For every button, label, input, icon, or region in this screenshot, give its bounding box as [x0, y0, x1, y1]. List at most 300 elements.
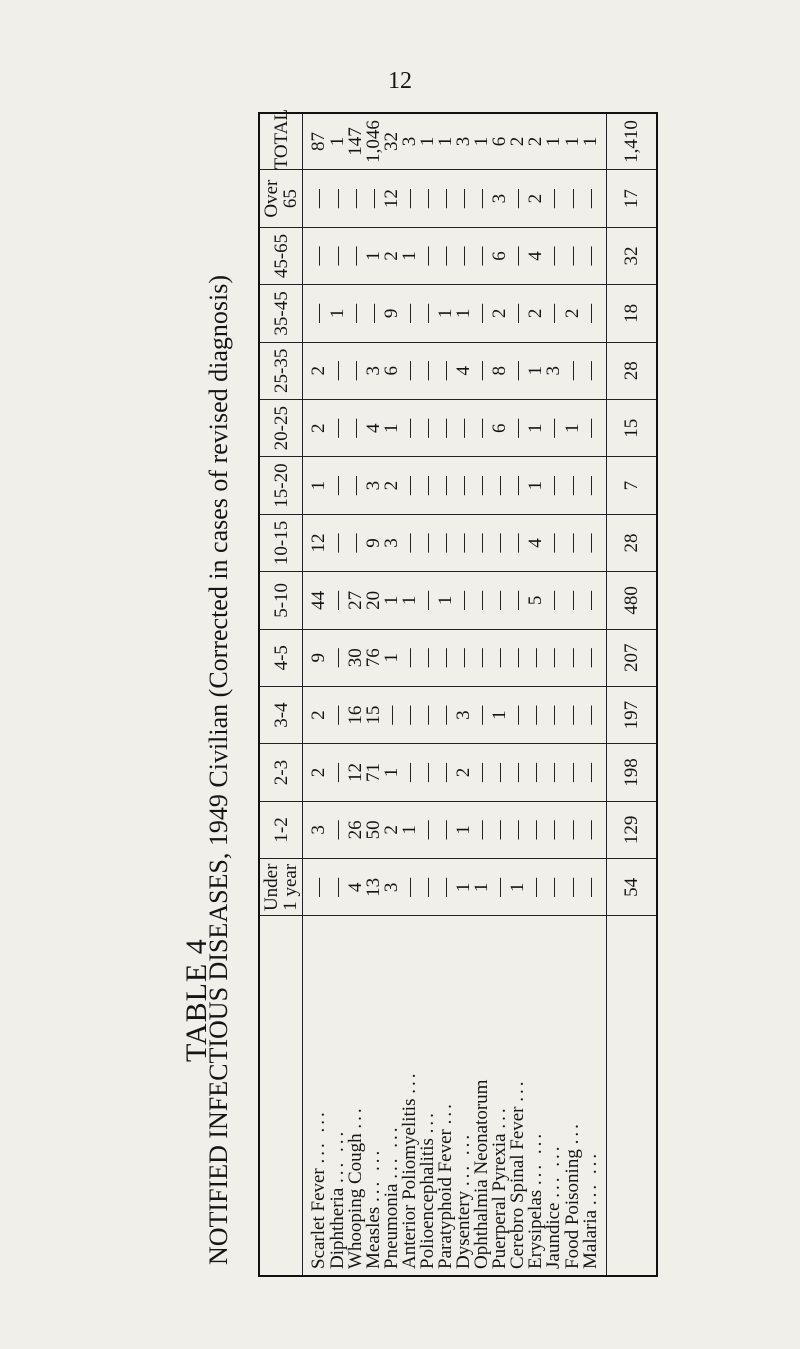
header-1-2: 1-2 — [259, 801, 303, 858]
table-row — [383, 113, 401, 1276]
value-cell: 76 — [364, 629, 382, 686]
value-cell: — — [419, 399, 437, 456]
disease-cell — [328, 916, 346, 1276]
value-cell: — — [527, 801, 545, 858]
value-cell: — — [473, 399, 491, 456]
value-cell: — — [419, 170, 437, 227]
value-cell: — — [563, 744, 581, 801]
value-cell: — — [509, 686, 527, 743]
value-cell: — — [563, 514, 581, 571]
value-cell: — — [545, 457, 563, 514]
value-cell: — — [509, 744, 527, 801]
value-cell: 44 — [303, 572, 329, 629]
value-cell: 2 — [509, 113, 527, 170]
total-cell: 17 — [607, 170, 657, 227]
disease-name: Polioencephalitis — [417, 1138, 439, 1269]
value-cell: 2 — [303, 744, 329, 801]
value-cell: — — [419, 285, 437, 342]
value-cell: 3 — [383, 859, 401, 916]
value-cell: — — [419, 514, 437, 571]
value-cell: — — [563, 572, 581, 629]
value-cell: 2 — [527, 170, 545, 227]
value-cell: — — [545, 285, 563, 342]
value-cell: — — [437, 629, 455, 686]
value-cell: — — [581, 457, 607, 514]
total-cell: 1,410 — [607, 113, 657, 170]
value-cell: — — [455, 227, 473, 284]
value-cell: — — [303, 285, 329, 342]
table-row — [545, 113, 563, 1276]
value-cell: 4 — [346, 859, 364, 916]
value-cell: — — [419, 629, 437, 686]
disease-cell — [491, 916, 509, 1276]
value-cell: — — [419, 744, 437, 801]
table-row — [509, 113, 527, 1276]
value-cell: — — [419, 801, 437, 858]
value-cell: 1 — [455, 801, 473, 858]
value-cell: 1 — [437, 572, 455, 629]
value-cell: — — [473, 170, 491, 227]
value-cell: 20 — [364, 572, 382, 629]
value-cell: — — [303, 227, 329, 284]
value-cell: — — [328, 342, 346, 399]
value-cell: — — [581, 686, 607, 743]
disease-name: Diphtheria — [326, 1187, 348, 1269]
value-cell: — — [419, 457, 437, 514]
value-cell: 1 — [581, 113, 607, 170]
value-cell: — — [437, 859, 455, 916]
value-cell: — — [346, 399, 364, 456]
value-cell: 1,046 — [364, 113, 382, 170]
leader-dots: ... — [489, 1105, 511, 1129]
value-cell: — — [473, 285, 491, 342]
value-cell: — — [509, 399, 527, 456]
value-cell: 1 — [545, 113, 563, 170]
table-row — [346, 113, 364, 1276]
value-cell: — — [437, 801, 455, 858]
value-cell: — — [401, 686, 419, 743]
value-cell: 2 — [455, 744, 473, 801]
value-cell: — — [491, 744, 509, 801]
value-cell: — — [563, 629, 581, 686]
value-cell: 1 — [563, 113, 581, 170]
value-cell: 12 — [346, 744, 364, 801]
value-cell: — — [401, 859, 419, 916]
value-cell: 1 — [455, 859, 473, 916]
value-cell: — — [455, 629, 473, 686]
value-cell: 16 — [346, 686, 364, 743]
disease-name: Ophthalmia Neonatorum — [471, 1079, 493, 1269]
value-cell: — — [328, 859, 346, 916]
value-cell: — — [419, 859, 437, 916]
value-cell: — — [455, 399, 473, 456]
value-cell: — — [346, 285, 364, 342]
total-cell: 54 — [607, 859, 657, 916]
value-cell: — — [509, 285, 527, 342]
value-cell: — — [491, 514, 509, 571]
value-cell: 3 — [303, 801, 329, 858]
header-row — [259, 113, 303, 1276]
disease-cell — [509, 916, 527, 1276]
value-cell: — — [545, 227, 563, 284]
value-cell: — — [509, 170, 527, 227]
table-row — [563, 113, 581, 1276]
value-cell: 1 — [401, 227, 419, 284]
value-cell: 2 — [383, 801, 401, 858]
value-cell: — — [581, 801, 607, 858]
value-cell: — — [346, 514, 364, 571]
value-cell: — — [328, 801, 346, 858]
disease-cell — [581, 916, 607, 1276]
value-cell: 2 — [303, 686, 329, 743]
value-cell: — — [419, 342, 437, 399]
value-cell: — — [581, 859, 607, 916]
header-4-5: 4-5 — [259, 629, 303, 686]
value-cell: — — [419, 686, 437, 743]
value-cell: 87 — [303, 113, 329, 170]
value-cell: 9 — [383, 285, 401, 342]
value-cell: — — [455, 514, 473, 571]
value-cell: 1 — [401, 572, 419, 629]
value-cell: 2 — [527, 285, 545, 342]
value-cell: — — [473, 686, 491, 743]
value-cell: 4 — [364, 399, 382, 456]
value-cell: 6 — [491, 113, 509, 170]
disease-cell — [563, 916, 581, 1276]
disease-cell — [419, 916, 437, 1276]
value-cell: 2 — [303, 399, 329, 456]
header-20-25: 20-25 — [259, 399, 303, 456]
value-cell: — — [473, 801, 491, 858]
value-cell: 2 — [303, 342, 329, 399]
value-cell: — — [563, 342, 581, 399]
value-cell: 1 — [383, 744, 401, 801]
leader-dots: ... ... — [580, 1150, 602, 1206]
total-cell: 28 — [607, 514, 657, 571]
value-cell: — — [563, 170, 581, 227]
table-row — [437, 113, 455, 1276]
value-cell: — — [401, 170, 419, 227]
value-cell: 26 — [346, 801, 364, 858]
value-cell: 2 — [563, 285, 581, 342]
value-cell: 13 — [364, 859, 382, 916]
disease-cell — [455, 916, 473, 1276]
value-cell: — — [563, 457, 581, 514]
value-cell: 6 — [491, 227, 509, 284]
value-cell: — — [419, 572, 437, 629]
value-cell: — — [303, 859, 329, 916]
value-cell: 2 — [383, 457, 401, 514]
value-cell: — — [581, 572, 607, 629]
value-cell: 6 — [383, 342, 401, 399]
value-cell: 3 — [364, 342, 382, 399]
value-cell: — — [581, 629, 607, 686]
value-cell: — — [328, 399, 346, 456]
value-cell: 1 — [328, 113, 346, 170]
value-cell: — — [545, 170, 563, 227]
value-cell: 2 — [527, 113, 545, 170]
disease-name: Jaundice — [543, 1202, 565, 1269]
value-cell: — — [473, 342, 491, 399]
header-3-4: 3-4 — [259, 686, 303, 743]
value-cell: — — [491, 629, 509, 686]
value-cell: — — [346, 342, 364, 399]
header-15-20: 15-20 — [259, 457, 303, 514]
disease-cell — [346, 916, 364, 1276]
value-cell: 1 — [419, 113, 437, 170]
value-cell: — — [437, 342, 455, 399]
value-cell: 32 — [383, 113, 401, 170]
value-cell: 147 — [346, 113, 364, 170]
totals-row — [607, 113, 657, 1276]
value-cell: — — [545, 572, 563, 629]
value-cell: — — [401, 342, 419, 399]
value-cell: — — [473, 514, 491, 571]
value-cell: — — [473, 457, 491, 514]
value-cell: 1 — [473, 859, 491, 916]
table-row — [491, 113, 509, 1276]
value-cell: — — [509, 572, 527, 629]
value-cell: 6 — [491, 399, 509, 456]
value-cell: — — [455, 572, 473, 629]
value-cell: — — [563, 801, 581, 858]
disease-cell — [437, 916, 455, 1276]
value-cell: — — [328, 572, 346, 629]
value-cell: — — [509, 342, 527, 399]
total-cell: 198 — [607, 744, 657, 801]
value-cell: 4 — [527, 227, 545, 284]
value-cell: 15 — [364, 686, 382, 743]
value-cell: — — [473, 744, 491, 801]
value-cell: — — [491, 801, 509, 858]
leader-dots: ... ... — [525, 1130, 547, 1186]
value-cell: — — [545, 859, 563, 916]
value-cell: 3 — [455, 113, 473, 170]
header-over-65: Over 65 — [259, 170, 303, 227]
disease-name: Measles — [362, 1206, 384, 1269]
disease-name: Puerperal Pyrexia — [489, 1133, 511, 1269]
value-cell: — — [545, 514, 563, 571]
value-cell: 1 — [364, 227, 382, 284]
page-number: 12 — [388, 68, 412, 94]
value-cell: — — [563, 859, 581, 916]
value-cell: 5 — [527, 572, 545, 629]
value-cell: 30 — [346, 629, 364, 686]
value-cell: — — [328, 629, 346, 686]
leader-dots: ... ... — [543, 1143, 565, 1198]
leader-dots: ... ... — [362, 1147, 384, 1202]
value-cell: 3 — [455, 686, 473, 743]
value-cell: — — [473, 572, 491, 629]
value-cell: — — [437, 744, 455, 801]
value-cell: — — [364, 285, 382, 342]
value-cell: 9 — [364, 514, 382, 571]
table-row — [473, 113, 491, 1276]
table-row — [364, 113, 382, 1276]
value-cell: 2 — [383, 227, 401, 284]
value-cell: 1 — [383, 572, 401, 629]
value-cell: — — [527, 686, 545, 743]
header-10-15: 10-15 — [259, 514, 303, 571]
value-cell: — — [437, 514, 455, 571]
value-cell: — — [545, 629, 563, 686]
value-cell: — — [401, 399, 419, 456]
disease-name: Malaria — [580, 1209, 602, 1269]
disease-cell — [401, 916, 419, 1276]
value-cell: 12 — [383, 170, 401, 227]
table-body — [303, 113, 658, 1276]
total-cell: 207 — [607, 629, 657, 686]
value-cell: — — [455, 170, 473, 227]
value-cell: 1 — [455, 285, 473, 342]
value-cell: — — [491, 572, 509, 629]
value-cell: — — [509, 227, 527, 284]
value-cell: — — [437, 170, 455, 227]
value-cell: — — [527, 859, 545, 916]
total-cell: 197 — [607, 686, 657, 743]
table-row — [527, 113, 545, 1276]
value-cell: — — [509, 801, 527, 858]
value-cell: — — [419, 227, 437, 284]
value-cell: — — [545, 744, 563, 801]
leader-dots: ... — [561, 1121, 583, 1145]
value-cell: — — [437, 399, 455, 456]
value-cell: — — [563, 686, 581, 743]
value-cell: — — [364, 170, 382, 227]
value-cell: — — [581, 227, 607, 284]
disease-name: Anterior Poliomyelitis — [399, 1098, 421, 1269]
disease-cell — [383, 916, 401, 1276]
rotated-table-container — [258, 109, 658, 1277]
table-row — [303, 113, 329, 1276]
value-cell: — — [581, 514, 607, 571]
value-cell: — — [545, 686, 563, 743]
value-cell: — — [328, 457, 346, 514]
value-cell: — — [401, 629, 419, 686]
disease-cell — [545, 916, 563, 1276]
value-cell: — — [491, 457, 509, 514]
header-45-65: 45-65 — [259, 227, 303, 284]
header-total: TOTAL — [259, 113, 303, 170]
total-cell: 32 — [607, 227, 657, 284]
value-cell: 50 — [364, 801, 382, 858]
header-under-1-year: Under 1 year — [259, 859, 303, 916]
value-cell: 9 — [303, 629, 329, 686]
infectious-diseases-table — [258, 109, 658, 1277]
table-row — [581, 113, 607, 1276]
value-cell: — — [437, 457, 455, 514]
disease-name: Erysipelas — [525, 1189, 547, 1269]
value-cell: — — [545, 399, 563, 456]
value-cell: 1 — [383, 399, 401, 456]
value-cell: 1 — [303, 457, 329, 514]
value-cell: 2 — [491, 285, 509, 342]
value-cell: 4 — [455, 342, 473, 399]
value-cell: 3 — [364, 457, 382, 514]
value-cell: 1 — [527, 342, 545, 399]
value-cell: — — [303, 170, 329, 227]
leader-dots: ... — [399, 1070, 421, 1094]
header-disease — [259, 916, 303, 1276]
total-cell: 28 — [607, 342, 657, 399]
leader-dots: ... — [507, 1078, 529, 1102]
disease-name: Pneumonia — [381, 1183, 403, 1269]
value-cell: 1 — [563, 399, 581, 456]
value-cell: 1 — [383, 629, 401, 686]
value-cell: 3 — [545, 342, 563, 399]
leader-dots: ... — [344, 1105, 366, 1129]
value-cell: — — [509, 629, 527, 686]
disease-cell — [527, 916, 545, 1276]
value-cell: — — [563, 227, 581, 284]
disease-name: Cerebro Spinal Fever — [507, 1106, 529, 1269]
leader-dots: ... — [417, 1110, 439, 1134]
table-row — [455, 113, 473, 1276]
value-cell: — — [473, 629, 491, 686]
value-cell: 1 — [437, 113, 455, 170]
table-row — [419, 113, 437, 1276]
value-cell: 3 — [401, 113, 419, 170]
value-cell: — — [581, 399, 607, 456]
value-cell: 27 — [346, 572, 364, 629]
total-cell: 480 — [607, 572, 657, 629]
value-cell: — — [437, 227, 455, 284]
value-cell: — — [401, 744, 419, 801]
leader-dots: ... ... — [453, 1131, 475, 1187]
disease-name: Food Poisoning — [561, 1149, 583, 1269]
value-cell: 3 — [383, 514, 401, 571]
disease-cell — [303, 916, 329, 1276]
value-cell: — — [383, 686, 401, 743]
value-cell: — — [401, 514, 419, 571]
value-cell: — — [527, 629, 545, 686]
disease-name: Paratyphoid Fever — [435, 1129, 457, 1269]
value-cell: — — [328, 744, 346, 801]
value-cell: 1 — [473, 113, 491, 170]
value-cell: — — [473, 227, 491, 284]
value-cell: 1 — [527, 457, 545, 514]
total-cell: 18 — [607, 285, 657, 342]
leader-dots: ... — [435, 1101, 457, 1125]
value-cell: 12 — [303, 514, 329, 571]
value-cell: 1 — [491, 686, 509, 743]
value-cell: — — [328, 514, 346, 571]
value-cell: — — [401, 285, 419, 342]
disease-name: Dysentery — [453, 1190, 475, 1269]
value-cell: 3 — [491, 170, 509, 227]
value-cell: — — [401, 457, 419, 514]
value-cell: — — [328, 227, 346, 284]
table-row — [401, 113, 419, 1276]
value-cell: — — [581, 285, 607, 342]
value-cell: — — [346, 227, 364, 284]
value-cell: — — [346, 457, 364, 514]
value-cell: — — [581, 170, 607, 227]
value-cell: — — [491, 859, 509, 916]
header-35-45: 35-45 — [259, 285, 303, 342]
total-cell: 7 — [607, 457, 657, 514]
leader-dots: ... ... — [326, 1128, 348, 1183]
disease-cell — [364, 916, 382, 1276]
value-cell: 1 — [437, 285, 455, 342]
value-cell: 1 — [401, 801, 419, 858]
value-cell: — — [509, 514, 527, 571]
value-cell: — — [545, 801, 563, 858]
value-cell: 1 — [509, 859, 527, 916]
value-cell: 71 — [364, 744, 382, 801]
value-cell: — — [527, 744, 545, 801]
value-cell: — — [328, 170, 346, 227]
